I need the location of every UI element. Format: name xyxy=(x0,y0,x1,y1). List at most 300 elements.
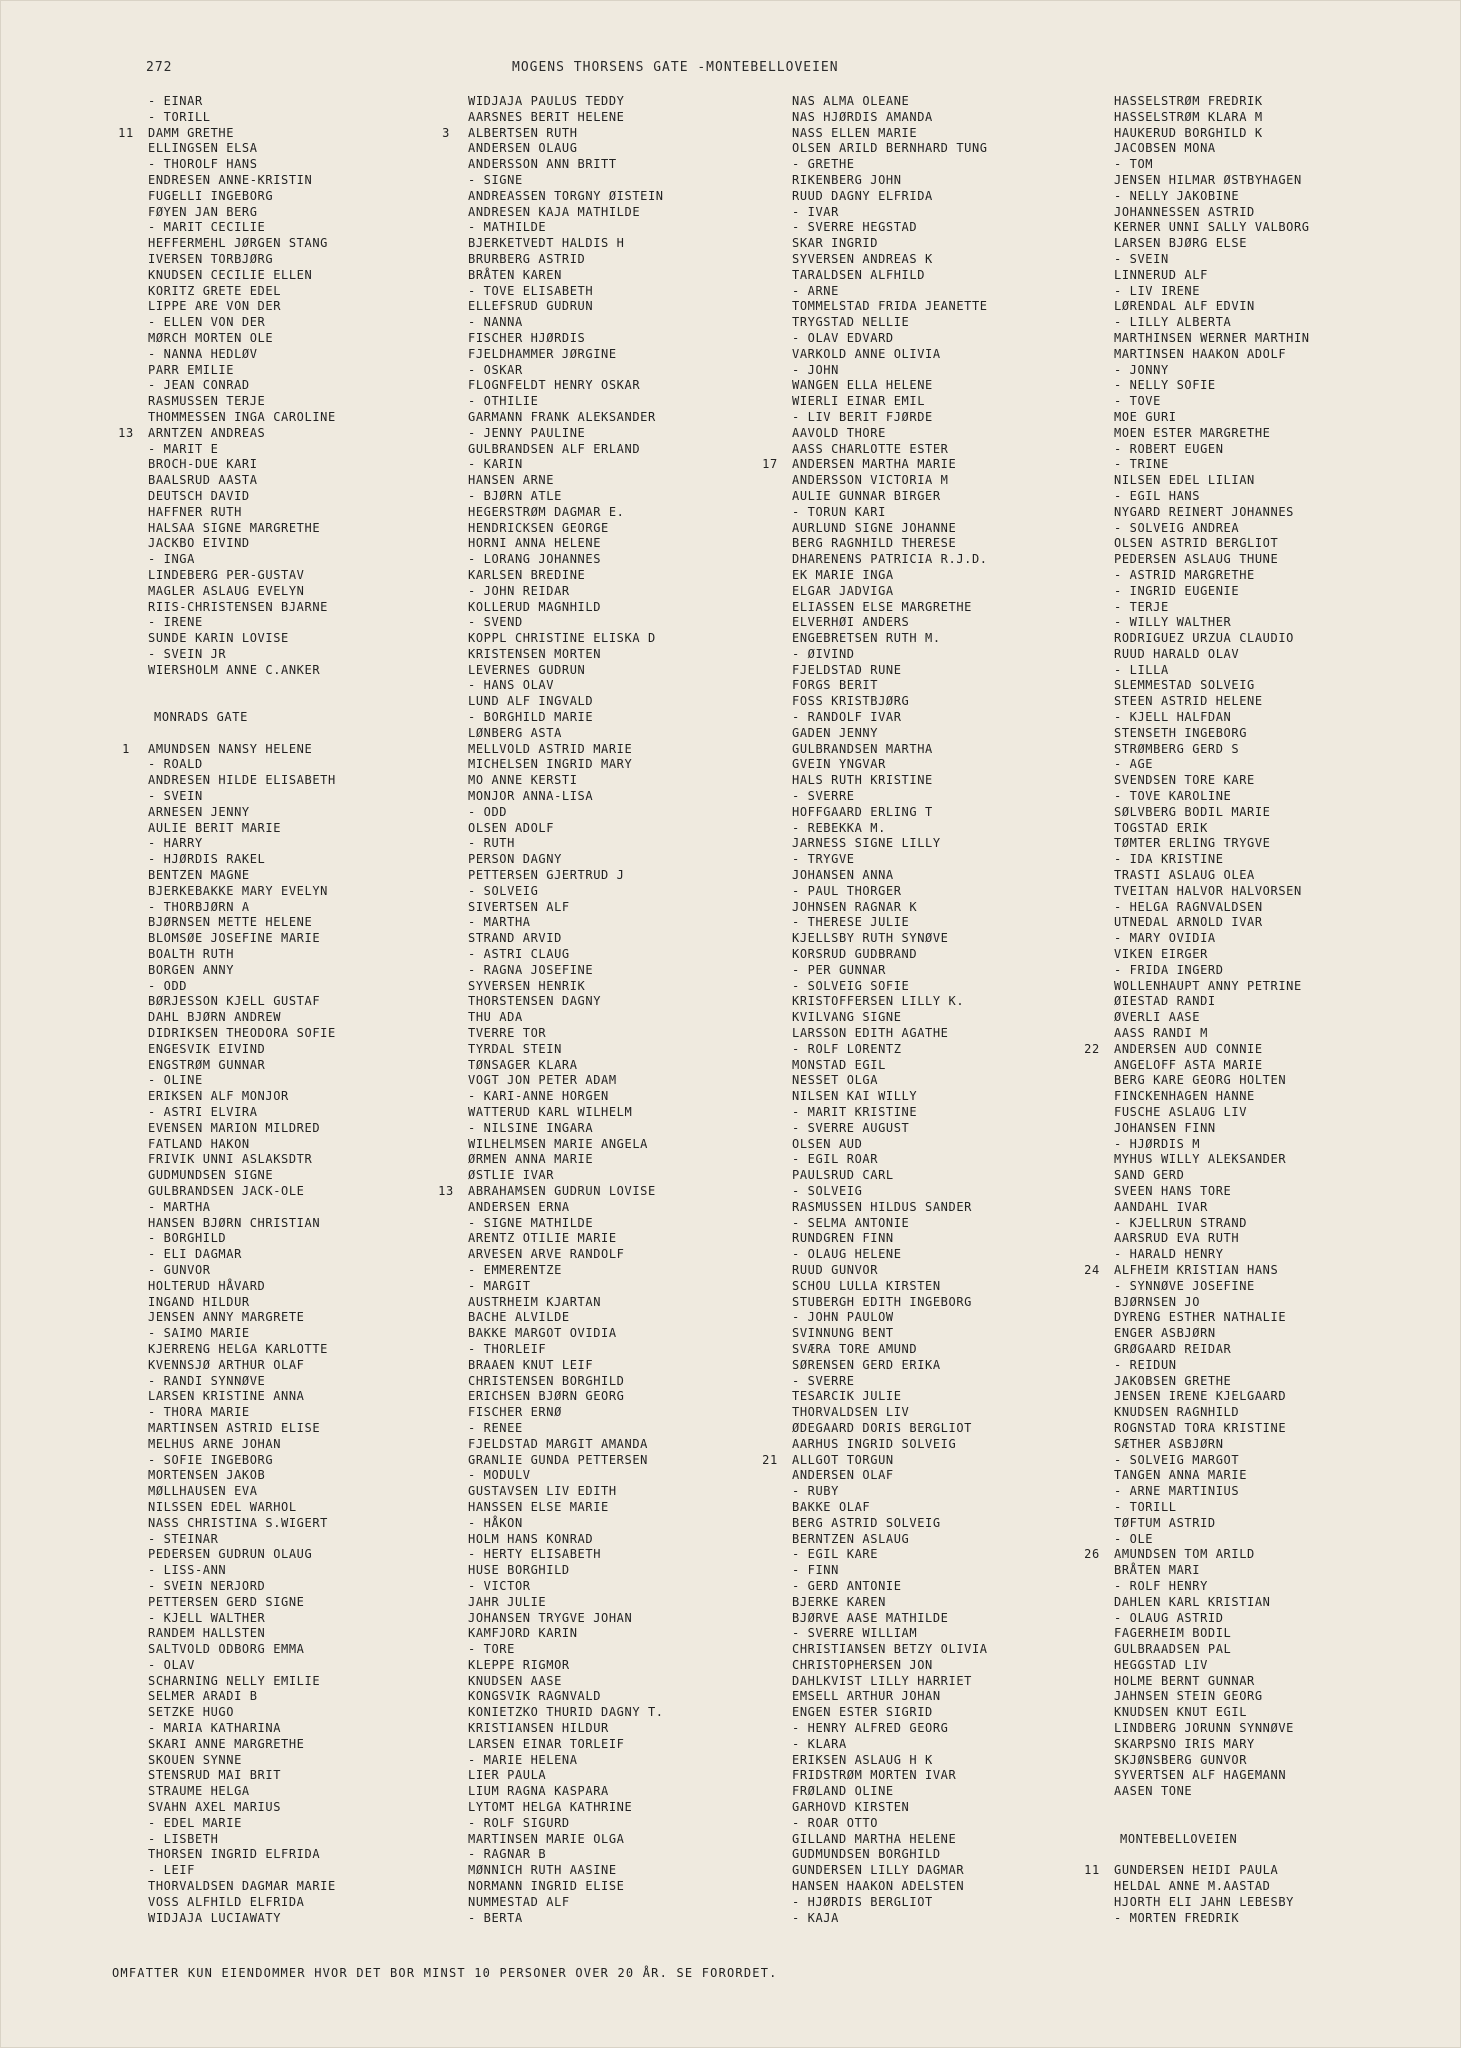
resident-entry xyxy=(432,1784,762,1800)
resident-name: - ASTRI ELVIRA xyxy=(148,1105,258,1119)
resident-entry xyxy=(432,1658,762,1674)
resident-entry xyxy=(112,126,442,142)
resident-entry xyxy=(112,1437,442,1453)
resident-name: ANDREASSEN TORGNY ØISTEIN xyxy=(468,188,664,203)
resident-entry xyxy=(432,410,762,426)
resident-name: ELLINGSEN ELSA xyxy=(148,141,258,156)
resident-entry xyxy=(112,1753,442,1769)
resident-entry xyxy=(1078,1374,1408,1390)
resident-entry xyxy=(432,647,762,663)
listing-column-2 xyxy=(432,94,762,1924)
resident-entry xyxy=(432,1879,762,1895)
resident-name: HAFFNER RUTH xyxy=(148,504,242,519)
resident-entry xyxy=(756,1326,1086,1342)
resident-name: KRISTOFFERSEN LILLY K. xyxy=(792,994,965,1009)
resident-name: BRAAEN KNUT LEIF xyxy=(468,1357,594,1372)
resident-entry xyxy=(756,1073,1086,1089)
resident-name: NORMANN INGRID ELISE xyxy=(468,1879,625,1894)
resident-name: - LILLA xyxy=(1114,662,1169,677)
resident-entry xyxy=(756,126,1086,142)
resident-entry xyxy=(432,1800,762,1816)
resident-entry xyxy=(432,1121,762,1137)
resident-name: ELLEFSRUD GUDRUN xyxy=(468,299,594,314)
resident-entry xyxy=(432,1721,762,1737)
resident-entry xyxy=(432,394,762,410)
resident-name: SVEEN HANS TORE xyxy=(1114,1183,1232,1198)
resident-entry xyxy=(756,442,1086,458)
resident-name: - THORLEIF xyxy=(468,1341,547,1356)
resident-entry xyxy=(756,1105,1086,1121)
resident-name: - RANDI SYNNØVE xyxy=(148,1373,266,1388)
resident-entry xyxy=(756,1137,1086,1153)
resident-name: NUMMESTAD ALF xyxy=(468,1894,570,1909)
resident-entry xyxy=(756,1832,1086,1848)
resident-entry xyxy=(112,726,442,742)
resident-entry xyxy=(112,821,442,837)
resident-entry xyxy=(112,773,442,789)
resident-name: FATLAND HAKON xyxy=(148,1136,250,1151)
resident-name: ALLGOT TORGUN xyxy=(792,1452,894,1467)
resident-entry xyxy=(756,647,1086,663)
resident-name: FRIDSTRØM MORTEN IVAR xyxy=(792,1768,957,1783)
resident-name: MICHELSEN INGRID MARY xyxy=(468,757,633,772)
resident-name: - SIGNE xyxy=(468,172,523,187)
resident-name: HOFFGAARD ERLING T xyxy=(792,804,933,819)
resident-entry xyxy=(756,426,1086,442)
resident-name: BRÅTEN MARI xyxy=(1114,1563,1201,1578)
resident-name: NILSEN EDEL LILIAN xyxy=(1114,473,1255,488)
resident-name: - GRETHE xyxy=(792,157,855,172)
resident-entry xyxy=(1078,1152,1408,1168)
resident-entry xyxy=(432,1137,762,1153)
resident-name: - IVAR xyxy=(792,204,839,219)
resident-entry xyxy=(1078,1026,1408,1042)
resident-entry xyxy=(756,378,1086,394)
resident-entry xyxy=(432,757,762,773)
resident-entry xyxy=(756,805,1086,821)
resident-name: - SVERRE HEGSTAD xyxy=(792,220,918,235)
resident-entry xyxy=(112,173,442,189)
resident-entry xyxy=(432,1547,762,1563)
resident-name: ANDRESEN KAJA MATHILDE xyxy=(468,204,641,219)
resident-name: STEEN ASTRID HELENE xyxy=(1114,694,1263,709)
resident-name: AASEN TONE xyxy=(1114,1784,1193,1799)
resident-name: - WILLY WALTHER xyxy=(1114,615,1232,630)
resident-name: JACKBO EIVIND xyxy=(148,536,250,551)
resident-entry xyxy=(112,110,442,126)
resident-name: RIIS-CHRISTENSEN BJARNE xyxy=(148,599,328,614)
resident-entry xyxy=(756,600,1086,616)
resident-name: ENGEN ESTER SIGRID xyxy=(792,1705,933,1720)
resident-name: AANDAHL IVAR xyxy=(1114,1199,1208,1214)
resident-name: - LORANG JOHANNES xyxy=(468,552,602,567)
resident-name: SKARPSNO IRIS MARY xyxy=(1114,1736,1255,1751)
resident-name: - NELLY SOFIE xyxy=(1114,378,1216,393)
resident-entry xyxy=(432,94,762,110)
resident-entry xyxy=(112,1184,442,1200)
resident-entry xyxy=(1078,173,1408,189)
resident-name: - HÅKON xyxy=(468,1515,523,1530)
resident-name: NYGARD REINERT JOHANNES xyxy=(1114,504,1294,519)
resident-name: ØDEGAARD DORIS BERGLIOT xyxy=(792,1420,972,1435)
resident-name: GARMANN FRANK ALEKSANDER xyxy=(468,409,656,424)
resident-name: LINDEBERG PER-GUSTAV xyxy=(148,567,305,582)
resident-name: WIDJAJA LUCIAWATY xyxy=(148,1910,282,1925)
house-number: 13 xyxy=(118,425,134,440)
resident-name: - GERD ANTONIE xyxy=(792,1578,902,1593)
resident-entry xyxy=(1078,1105,1408,1121)
resident-name: NESSET OLGA xyxy=(792,1073,879,1088)
resident-entry xyxy=(1078,1231,1408,1247)
resident-name: TANGEN ANNA MARIE xyxy=(1114,1468,1248,1483)
resident-name: - NELLY JAKOBINE xyxy=(1114,188,1240,203)
resident-entry xyxy=(756,1895,1086,1911)
resident-name: - TORILL xyxy=(1114,1499,1177,1514)
resident-entry xyxy=(112,742,442,758)
resident-name: KOLLERUD MAGNHILD xyxy=(468,599,602,614)
resident-entry xyxy=(1078,363,1408,379)
resident-name: KNUDSEN CECILIE ELLEN xyxy=(148,267,313,282)
resident-entry xyxy=(1078,852,1408,868)
resident-name: - MARY OVIDIA xyxy=(1114,931,1216,946)
resident-entry xyxy=(1078,157,1408,173)
resident-entry xyxy=(112,1879,442,1895)
resident-entry xyxy=(112,1089,442,1105)
resident-name: LINDBERG JORUNN SYNNØVE xyxy=(1114,1721,1294,1736)
resident-name: FISCHER ERNØ xyxy=(468,1405,562,1420)
resident-name: SUNDE KARIN LOVISE xyxy=(148,631,289,646)
resident-entry xyxy=(1078,615,1408,631)
footer-note: OMFATTER KUN EIENDOMMER HVOR DET BOR MINST 10 PERSONER OVER 20 ÅR. SE FORORDET. xyxy=(112,1966,778,1980)
resident-name: SLEMMESTAD SOLVEIG xyxy=(1114,678,1255,693)
resident-entry xyxy=(432,963,762,979)
resident-entry xyxy=(1078,1121,1408,1137)
resident-entry xyxy=(1078,1421,1408,1437)
resident-entry xyxy=(432,1231,762,1247)
resident-entry xyxy=(112,1279,442,1295)
resident-entry xyxy=(756,663,1086,679)
resident-entry xyxy=(112,1058,442,1074)
resident-name: HANSEN HAAKON ADELSTEN xyxy=(792,1879,965,1894)
resident-entry xyxy=(756,205,1086,221)
resident-name: GARHOVD KIRSTEN xyxy=(792,1800,910,1815)
resident-entry xyxy=(1078,1705,1408,1721)
resident-entry xyxy=(112,1168,442,1184)
resident-entry xyxy=(112,1216,442,1232)
resident-name: FRIVIK UNNI ASLAKSDTR xyxy=(148,1152,313,1167)
resident-name: CHRISTOPHERSEN JON xyxy=(792,1657,933,1672)
resident-name: THORVALDSEN LIV xyxy=(792,1405,910,1420)
resident-name: SVINNUNG BENT xyxy=(792,1326,894,1341)
resident-entry xyxy=(756,1374,1086,1390)
resident-entry xyxy=(112,884,442,900)
resident-name: ANDERSEN OLAF xyxy=(792,1468,894,1483)
resident-entry xyxy=(756,473,1086,489)
resident-entry xyxy=(1078,189,1408,205)
resident-entry xyxy=(432,284,762,300)
resident-entry xyxy=(432,1310,762,1326)
resident-entry xyxy=(1078,726,1408,742)
resident-name: - THORBJØRN A xyxy=(148,899,250,914)
resident-name: ANDERSEN ERNA xyxy=(468,1199,570,1214)
resident-entry xyxy=(756,584,1086,600)
resident-name: HUSE BORGHILD xyxy=(468,1563,570,1578)
resident-name: AASS CHARLOTTE ESTER xyxy=(792,441,949,456)
resident-name: PETTERSEN GJERTRUD J xyxy=(468,868,625,883)
resident-entry xyxy=(1078,900,1408,916)
resident-name: - SELMA ANTONIE xyxy=(792,1215,910,1230)
resident-entry xyxy=(432,1263,762,1279)
resident-name: SCHOU LULLA KIRSTEN xyxy=(792,1278,941,1293)
resident-entry xyxy=(432,615,762,631)
resident-entry xyxy=(756,315,1086,331)
resident-entry xyxy=(112,426,442,442)
resident-name: - MARTHA xyxy=(148,1199,211,1214)
resident-name: AARSNES BERIT HELENE xyxy=(468,109,625,124)
resident-name: - SVERRE WILLIAM xyxy=(792,1626,918,1641)
resident-entry xyxy=(112,1626,442,1642)
resident-name: FINCKENHAGEN HANNE xyxy=(1114,1089,1255,1104)
resident-entry xyxy=(756,1658,1086,1674)
resident-entry xyxy=(432,1768,762,1784)
resident-entry xyxy=(112,979,442,995)
resident-name: RUUD HARALD OLAV xyxy=(1114,646,1240,661)
resident-name: CHRISTIANSEN BETZY OLIVIA xyxy=(792,1642,988,1657)
resident-name: GUNDERSEN LILLY DAGMAR xyxy=(792,1863,965,1878)
resident-entry xyxy=(112,1642,442,1658)
resident-entry xyxy=(756,347,1086,363)
resident-name: HALSAA SIGNE MARGRETHE xyxy=(148,520,321,535)
resident-name: HANSSEN ELSE MARIE xyxy=(468,1499,609,1514)
resident-name: SELMER ARADI B xyxy=(148,1689,258,1704)
resident-name: ANDERSEN MARTHA MARIE xyxy=(792,457,957,472)
resident-entry xyxy=(756,726,1086,742)
resident-name: ERIKSEN ALF MONJOR xyxy=(148,1089,289,1104)
resident-name: IVERSEN TORBJØRG xyxy=(148,251,274,266)
resident-name: MO ANNE KERSTI xyxy=(468,773,578,788)
resident-name: TESARCIK JULIE xyxy=(792,1389,902,1404)
resident-entry xyxy=(432,710,762,726)
resident-name: - MARIT CECILIE xyxy=(148,220,266,235)
resident-name: FUSCHE ASLAUG LIV xyxy=(1114,1105,1248,1119)
resident-entry xyxy=(1078,947,1408,963)
resident-name: LARSEN EINAR TORLEIF xyxy=(468,1736,625,1751)
resident-entry xyxy=(112,1200,442,1216)
resident-entry xyxy=(1078,931,1408,947)
resident-name: STRØMBERG GERD S xyxy=(1114,741,1240,756)
resident-entry xyxy=(112,694,442,710)
resident-entry xyxy=(432,1200,762,1216)
resident-entry xyxy=(432,1642,762,1658)
resident-entry xyxy=(1078,1184,1408,1200)
resident-entry xyxy=(432,1611,762,1627)
resident-entry xyxy=(756,1184,1086,1200)
resident-entry xyxy=(432,852,762,868)
resident-name: - HARALD HENRY xyxy=(1114,1247,1224,1262)
resident-name: KRISTIANSEN HILDUR xyxy=(468,1721,609,1736)
resident-name: GVEIN YNGVAR xyxy=(792,757,886,772)
resident-name: HANSEN BJØRN CHRISTIAN xyxy=(148,1215,321,1230)
resident-name: - AGE xyxy=(1114,757,1154,772)
resident-entry xyxy=(756,979,1086,995)
resident-entry xyxy=(112,157,442,173)
resident-entry xyxy=(756,1768,1086,1784)
resident-name: BJERKE KAREN xyxy=(792,1594,886,1609)
resident-entry xyxy=(112,410,442,426)
resident-entry xyxy=(112,757,442,773)
resident-entry xyxy=(432,884,762,900)
resident-name: ALFHEIM KRISTIAN HANS xyxy=(1114,1262,1279,1277)
listing-column-3 xyxy=(756,94,1086,1924)
resident-entry xyxy=(756,141,1086,157)
resident-name: ELIASSEN ELSE MARGRETHE xyxy=(792,599,972,614)
resident-entry xyxy=(1078,1247,1408,1263)
resident-entry xyxy=(112,1295,442,1311)
resident-name: JARNESS SIGNE LILLY xyxy=(792,836,941,851)
resident-name: SCHARNING NELLY EMILIE xyxy=(148,1673,321,1688)
resident-name: ELGAR JADVIGA xyxy=(792,583,894,598)
resident-name: - OLAUG ASTRID xyxy=(1114,1610,1224,1625)
resident-name: - INGA xyxy=(148,552,195,567)
resident-entry xyxy=(1078,1563,1408,1579)
resident-entry xyxy=(1078,331,1408,347)
resident-entry xyxy=(432,1105,762,1121)
resident-entry xyxy=(756,1121,1086,1137)
resident-name: - JENNY PAULINE xyxy=(468,425,586,440)
resident-entry xyxy=(112,1152,442,1168)
resident-name: WIDJAJA PAULUS TEDDY xyxy=(468,94,625,108)
resident-entry xyxy=(112,1847,442,1863)
resident-name: ØVERLI AASE xyxy=(1114,1010,1201,1025)
resident-name: JOHANSEN TRYGVE JOHAN xyxy=(468,1610,633,1625)
resident-entry xyxy=(756,710,1086,726)
resident-name: - BORGHILD MARIE xyxy=(468,710,594,725)
resident-entry xyxy=(1078,284,1408,300)
resident-name: LARSSON EDITH AGATHE xyxy=(792,1026,949,1041)
resident-name: RANDEM HALLSTEN xyxy=(148,1626,266,1641)
resident-name: - EMMERENTZE xyxy=(468,1262,562,1277)
resident-name: - ARNE MARTINIUS xyxy=(1114,1484,1240,1499)
resident-entry xyxy=(112,236,442,252)
resident-entry xyxy=(756,1437,1086,1453)
resident-entry xyxy=(1078,1879,1408,1895)
resident-entry xyxy=(432,1058,762,1074)
resident-entry xyxy=(112,1579,442,1595)
resident-entry xyxy=(112,789,442,805)
resident-name: TRASTI ASLAUG OLEA xyxy=(1114,868,1255,883)
resident-name: - LIV IRENE xyxy=(1114,283,1201,298)
resident-entry xyxy=(432,1626,762,1642)
resident-name: KJELLSBY RUTH SYNØVE xyxy=(792,931,949,946)
resident-name: - ASTRID MARGRETHE xyxy=(1114,567,1255,582)
resident-name: ARNESEN JENNY xyxy=(148,804,250,819)
resident-name: AASS RANDI M xyxy=(1114,1026,1208,1041)
resident-entry xyxy=(1078,1579,1408,1595)
resident-name: MOEN ESTER MARGRETHE xyxy=(1114,425,1271,440)
resident-entry xyxy=(432,568,762,584)
resident-name: - OLE xyxy=(1114,1531,1154,1546)
resident-entry xyxy=(112,600,442,616)
resident-name: - RAGNA JOSEFINE xyxy=(468,962,594,977)
resident-entry xyxy=(756,1721,1086,1737)
resident-name: NILSSEN EDEL WARHOL xyxy=(148,1499,297,1514)
resident-entry xyxy=(112,805,442,821)
resident-name: WIERSHOLM ANNE C.ANKER xyxy=(148,662,321,677)
resident-entry xyxy=(432,1437,762,1453)
resident-entry xyxy=(1078,252,1408,268)
resident-name: LYTOMT HELGA KATHRINE xyxy=(468,1800,633,1815)
resident-name: JOHANSEN ANNA xyxy=(792,868,894,883)
resident-name: - ROALD xyxy=(148,757,203,772)
resident-name: NASS CHRISTINA S.WIGERT xyxy=(148,1515,328,1530)
resident-entry xyxy=(756,220,1086,236)
resident-name: KNUDSEN RAGNHILD xyxy=(1114,1405,1240,1420)
resident-entry xyxy=(1078,757,1408,773)
resident-name: THORVALDSEN DAGMAR MARIE xyxy=(148,1879,336,1894)
resident-entry xyxy=(432,1911,762,1927)
resident-entry xyxy=(756,1563,1086,1579)
resident-entry xyxy=(432,157,762,173)
resident-entry xyxy=(756,1168,1086,1184)
resident-entry xyxy=(756,1800,1086,1816)
resident-entry xyxy=(756,1737,1086,1753)
resident-entry xyxy=(1078,110,1408,126)
resident-entry xyxy=(1078,1468,1408,1484)
resident-entry xyxy=(112,1784,442,1800)
resident-name: BRÅTEN KAREN xyxy=(468,267,562,282)
resident-entry xyxy=(1078,915,1408,931)
resident-entry xyxy=(432,1374,762,1390)
resident-name: ENGESVIK EIVIND xyxy=(148,1041,266,1056)
resident-name: - SOLVEIG MARGOT xyxy=(1114,1452,1240,1467)
resident-name: AMUNDSEN NANSY HELENE xyxy=(148,741,313,756)
resident-entry xyxy=(112,94,442,110)
resident-entry xyxy=(1078,489,1408,505)
resident-name: - RENEE xyxy=(468,1420,523,1435)
resident-name: SVAHN AXEL MARIUS xyxy=(148,1800,282,1815)
resident-entry xyxy=(1078,678,1408,694)
resident-entry xyxy=(756,1784,1086,1800)
resident-name: MELLVOLD ASTRID MARIE xyxy=(468,741,633,756)
resident-name: - FINN xyxy=(792,1563,839,1578)
resident-name: WIERLI EINAR EMIL xyxy=(792,394,926,409)
resident-name: - SVEIN xyxy=(148,789,203,804)
resident-entry xyxy=(112,473,442,489)
resident-name: - RUTH xyxy=(468,836,515,851)
resident-entry xyxy=(756,410,1086,426)
resident-name: JOHANNESSEN ASTRID xyxy=(1114,204,1255,219)
resident-entry xyxy=(756,1295,1086,1311)
resident-entry xyxy=(112,678,442,694)
resident-name: - TORE xyxy=(468,1642,515,1657)
resident-entry xyxy=(432,821,762,837)
resident-name: TVERRE TOR xyxy=(468,1026,547,1041)
resident-entry xyxy=(1078,426,1408,442)
resident-name: GULBRANDSEN MARTHA xyxy=(792,741,933,756)
resident-entry xyxy=(432,915,762,931)
resident-entry xyxy=(112,252,442,268)
resident-name: - ROLF LORENTZ xyxy=(792,1041,902,1056)
resident-entry xyxy=(1078,442,1408,458)
house-number: 22 xyxy=(1084,1041,1100,1056)
resident-name: BJERKETVEDT HALDIS H xyxy=(468,236,625,251)
resident-entry xyxy=(1078,1358,1408,1374)
resident-entry xyxy=(756,900,1086,916)
resident-entry xyxy=(112,568,442,584)
resident-name: - SOFIE INGEBORG xyxy=(148,1452,274,1467)
resident-name: KAMFJORD KARIN xyxy=(468,1626,578,1641)
resident-name: MØNNICH RUTH AASINE xyxy=(468,1863,617,1878)
